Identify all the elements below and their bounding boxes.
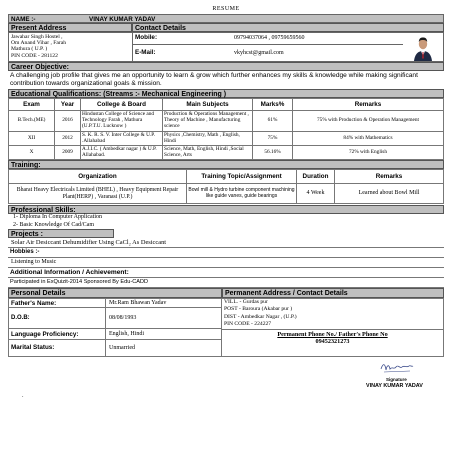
training-table [8,169,444,204]
marital-row [9,340,221,356]
cell: X [9,146,55,160]
present-address-label: Present Address [8,23,132,32]
additional-info-text: Participated in ExQuizit-2014 Sponsored By Edu-CADD [8,278,444,288]
col-remarks: Remarks [335,170,444,184]
cell: Production & Operations Management , Theory of Machine , Manufacturing science [163,111,253,132]
address-line: Mathura ( U.P. ) [11,46,48,53]
cell: Hindustan College of Science and Technology Farah , Mathura (U.P.T.U. Lucknow ) [81,111,163,132]
phone-block [222,330,443,345]
address-header-row [8,23,444,32]
cell: B.Tech.(ME) [9,111,55,132]
name-value: VINAY KUMAR YADAV [89,16,156,23]
table-row [9,184,444,204]
career-objective-label: Career Objective: [8,62,444,71]
cell: 75% [253,132,293,146]
personal-header-row [8,288,444,298]
career-objective-text: A challenging job profile that gives me an opportunity to learn & grow which further enhances my skills & knowledge while making significant contribution towards organizational goals & mission. [10,72,418,87]
address-line: DIST - Ambedkar Nagar , (U.P.) [224,313,297,320]
cell: Physics ,Chemistry, Math , English, Hindi [163,132,253,146]
cell: S. K. R. S. V. Inter College & U.P. .Allahabad [81,132,163,146]
email-label: E-Mail: [135,49,156,56]
col-college: College & Board [81,99,163,111]
table-header-row [9,99,444,111]
language-value: English, Hindi [105,329,221,339]
cell: A.J.I.C. ( Ambedkar nagar ) & U.P. Allahabad. [81,146,163,160]
project-text: Solar Air Desiccant Dehumidifier Using CaCl₂ As Desiccant [8,238,444,248]
cell: Bharat Heavy Electricals Limited (BHEL) , Heavy Equipment Repair Plant(HERP) , Varanasi (U.P.) [9,184,187,204]
dob-value: 08/08/1993 [105,308,221,328]
col-subjects: Main Subjects [163,99,253,111]
dob-label: D.O.B: [11,315,30,321]
cell: Science, Math, English, Hindi ,Social Science, Arts [163,146,253,160]
cell: 75% with Production & Operation Management [293,111,444,132]
training-label: Training: [8,160,444,169]
cell: 84% with Mathematics [293,132,444,146]
col-duration: Duration [297,170,335,184]
address-line: Om Anand Vihar , Farah [11,40,67,47]
name-row [8,14,444,23]
col-marks: Marks% [253,99,293,111]
col-exam: Exam [9,99,55,111]
address-line: PIN CODE - 281122 [11,52,58,59]
table-row [9,146,444,160]
father-row [9,299,221,308]
personal-block [8,298,444,357]
phone-value: 09452321273 [315,337,350,345]
education-table [8,98,444,160]
cell: Learned about Bowl Mill [335,184,444,204]
present-address [9,33,133,61]
name-label: NAME :- [11,16,36,23]
mobile-row [133,33,403,45]
mobile-value: 09794037064 , 09759659560 [234,35,305,41]
signature-block [8,357,444,401]
additional-info-label: Additional Information / Achievement: [8,268,444,278]
cell: 2016 [55,111,81,132]
contact-details-label: Contact Details [132,23,444,32]
skill-item: 1- Diploma In Computer Application [13,214,102,220]
marital-label: Marital Status: [11,344,55,351]
marital-value: Unmarried [105,340,221,356]
address-line: VILL. - Gurdas pur [224,299,268,305]
signature-name: VINAY KUMAR YADAV [366,383,423,389]
permanent-address-lines [222,299,443,330]
address-line: Jawahar Singh Hostel , [11,34,63,40]
resume-title: RESUME [212,6,240,12]
permanent-address [222,298,444,357]
phone-label: Permanent Phone No./ Father's Phone No [277,330,388,338]
hobbies-label: Hobbies :- [8,248,444,258]
email-row [133,45,403,61]
address-contact-block [8,32,444,62]
professional-skills-label: Professional Skills: [8,205,444,214]
profile-photo-image [412,33,434,61]
projects-label: Projects : [8,229,114,238]
skill-item: 2- Basic Knowledge Of Cad/Cam [13,221,94,228]
table-header-row [9,170,444,184]
dob-row [9,308,221,329]
address-line: PIN CODE - 224227 [224,321,272,328]
permanent-address-label: Permanent Address / Contact Details [222,288,444,298]
table-row [9,111,444,132]
signature-label: Signature [386,377,407,382]
cell: XII [9,132,55,146]
profile-photo [403,33,443,61]
cell: 2009 [55,146,81,160]
personal-details [8,298,222,357]
language-row [9,329,221,340]
resume-sheet [8,4,444,401]
col-training-topic: Training Topic/Assignment [187,170,297,184]
cell: 4 Week [297,184,335,204]
col-organization: Organization [9,170,187,184]
col-remarks: Remarks [293,99,444,111]
cell: 72% with English [293,146,444,160]
table-row [9,132,444,146]
address-line: POST - Baroura (Akabar pur ) [224,306,293,313]
email-value: vkyhcst@gmail.com [234,50,284,56]
contact-details [133,33,403,61]
hobbies-text: Listening to Music [8,258,444,268]
education-label: Educational Qualifications: (Streams :- Mechanical Engineering ) [8,89,444,98]
footer-mark: . [22,393,24,399]
language-label: Language Proficiency: [11,331,79,338]
cell: Bowl mill & Hydro turbine component machining like guide vanes, guide bearings [187,184,297,204]
father-value: Mr.Ram Bhawan Yadav [105,299,221,307]
col-year: Year [55,99,81,111]
cell: 61% [253,111,293,132]
personal-details-label: Personal Details [8,288,222,298]
mobile-label: Mobile: [135,34,158,41]
signature-scribble-icon [380,361,414,375]
father-label: Father's Name: [11,300,57,307]
cell: 56.16% [253,146,293,160]
cell: 2012 [55,132,81,146]
